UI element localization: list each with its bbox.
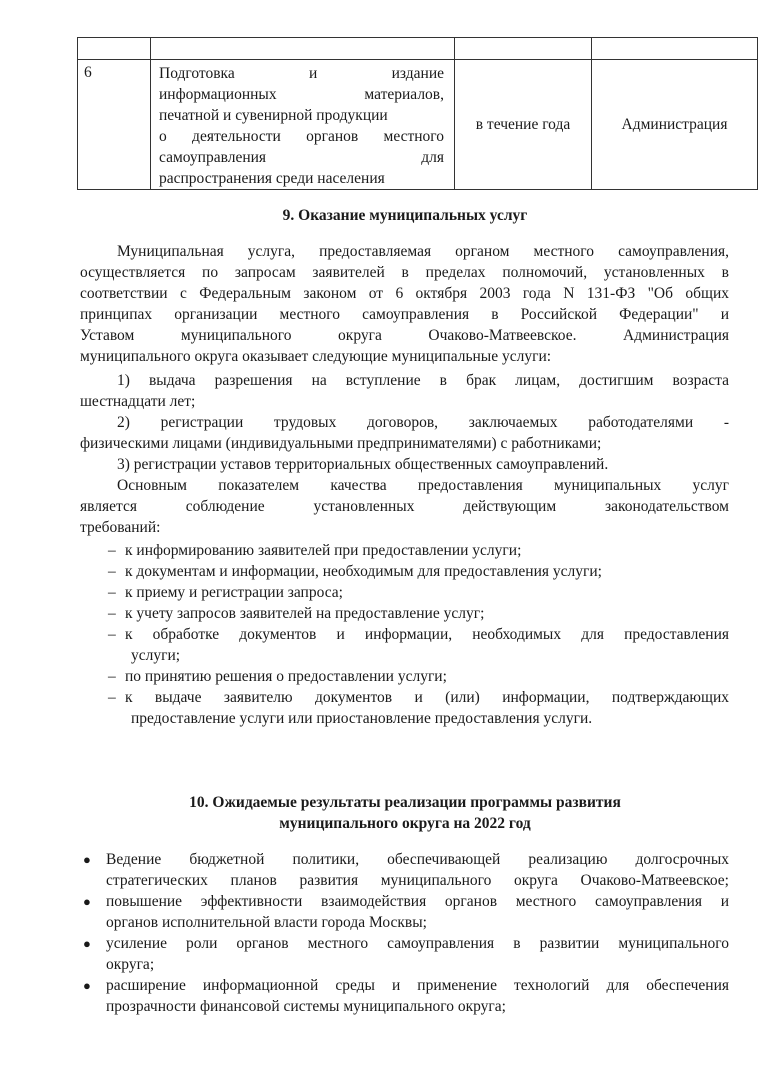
bullet-icon: ● — [83, 894, 91, 909]
requirement-item: к документам и информации, необходимым для предоставления услуги; — [125, 563, 602, 580]
activity-table — [77, 37, 758, 190]
service-item: 2) регистрации трудовых договоров, заключаемых работодателями - — [117, 414, 729, 431]
requirement-item: к приему и регистрации запроса; — [125, 584, 343, 601]
requirement-item: по принятию решения о предоставлении услуги; — [125, 668, 447, 685]
requirement-item: к выдаче заявителю документов и (или) информации, подтверждающих — [125, 689, 729, 706]
requirement-item: к информированию заявителей при предоставлении услуги; — [125, 542, 522, 559]
service-item-cont: шестнадцати лет; — [80, 393, 196, 410]
section-9-title: 9. Оказание муниципальных услуг — [282, 207, 528, 224]
dash-marker: – — [108, 563, 116, 580]
paragraph-line: принципах организации местного самоуправления в Российской Федерации" и — [80, 306, 729, 323]
dash-marker: – — [108, 626, 116, 643]
result-item-cont: органов исполнительной власти города Москвы; — [106, 914, 427, 931]
service-item: 1) выдача разрешения на вступление в брак лицам, достигшим возраста — [117, 372, 729, 389]
row-number: 6 — [78, 60, 151, 190]
section-10-title-line2: муниципального округа на 2022 год — [279, 815, 531, 832]
paragraph-line: осуществляется по запросам заявителей в пределах полномочий, установленных в — [80, 264, 729, 281]
dash-marker: – — [108, 584, 116, 601]
result-item: усиление роли органов местного самоуправления в развитии муниципального — [106, 935, 729, 952]
service-item-cont: физическими лицами (индивидуальными предпринимателями) с работниками; — [80, 435, 602, 452]
paragraph-line: соответствии с Федеральным законом от 6 октября 2003 года N 131-ФЗ "Об общих — [80, 285, 729, 302]
activity-period: в течение года — [455, 60, 592, 190]
paragraph-line: Основным показателем качества предоставления муниципальных услуг — [117, 477, 729, 494]
bullet-icon: ● — [83, 936, 91, 951]
requirement-item-cont: услуги; — [131, 647, 181, 664]
result-item-cont: округа; — [106, 956, 155, 973]
result-item: повышение эффективности взаимодействия органов местного самоуправления и — [106, 893, 729, 910]
service-item: 3) регистрации уставов территориальных общественных самоуправлений. — [117, 456, 609, 473]
dash-marker: – — [108, 542, 116, 559]
dash-marker: – — [108, 689, 116, 706]
table-row — [78, 38, 758, 60]
requirement-item: к учету запросов заявителей на предоставление услуг; — [125, 605, 485, 622]
dash-marker: – — [108, 605, 116, 622]
paragraph-line: требований: — [80, 519, 161, 536]
paragraph-line: Уставом муниципального округа Очаково-Матвеевское. Администрация — [80, 327, 729, 344]
result-item: Ведение бюджетной политики, обеспечивающей реализацию долгосрочных — [106, 851, 729, 868]
requirement-item: к обработке документов и информации, необходимых для предоставления — [125, 626, 729, 643]
bullet-icon: ● — [83, 978, 91, 993]
activity-description: Подготовка и издание информационных материалов, печатной и сувенирной продукции о деятельности органов местного самоуправления для распространения среди населения — [151, 60, 455, 190]
section-10-title: 10. Ожидаемые результаты реализации программы развития — [189, 794, 621, 811]
paragraph-line: является соблюдение установленных действующим законодательством — [80, 498, 729, 515]
bullet-icon: ● — [83, 852, 91, 867]
paragraph-line: Муниципальная услуга, предоставляемая органом местного самоуправления, — [117, 243, 729, 260]
result-item-cont: прозрачности финансовой системы муниципального округа; — [106, 998, 506, 1015]
table-row — [78, 60, 758, 190]
dash-marker: – — [108, 668, 116, 685]
result-item: расширение информационной среды и применение технологий для обеспечения — [106, 977, 729, 994]
result-item-cont: стратегических планов развития муниципального округа Очаково-Матвеевское; — [106, 872, 729, 889]
paragraph-line: муниципального округа оказывает следующие муниципальные услуги: — [80, 348, 552, 365]
requirement-item-cont: предоставление услуги или приостановление предоставления услуги. — [131, 710, 593, 727]
activity-responsible: Администрация — [592, 60, 758, 190]
